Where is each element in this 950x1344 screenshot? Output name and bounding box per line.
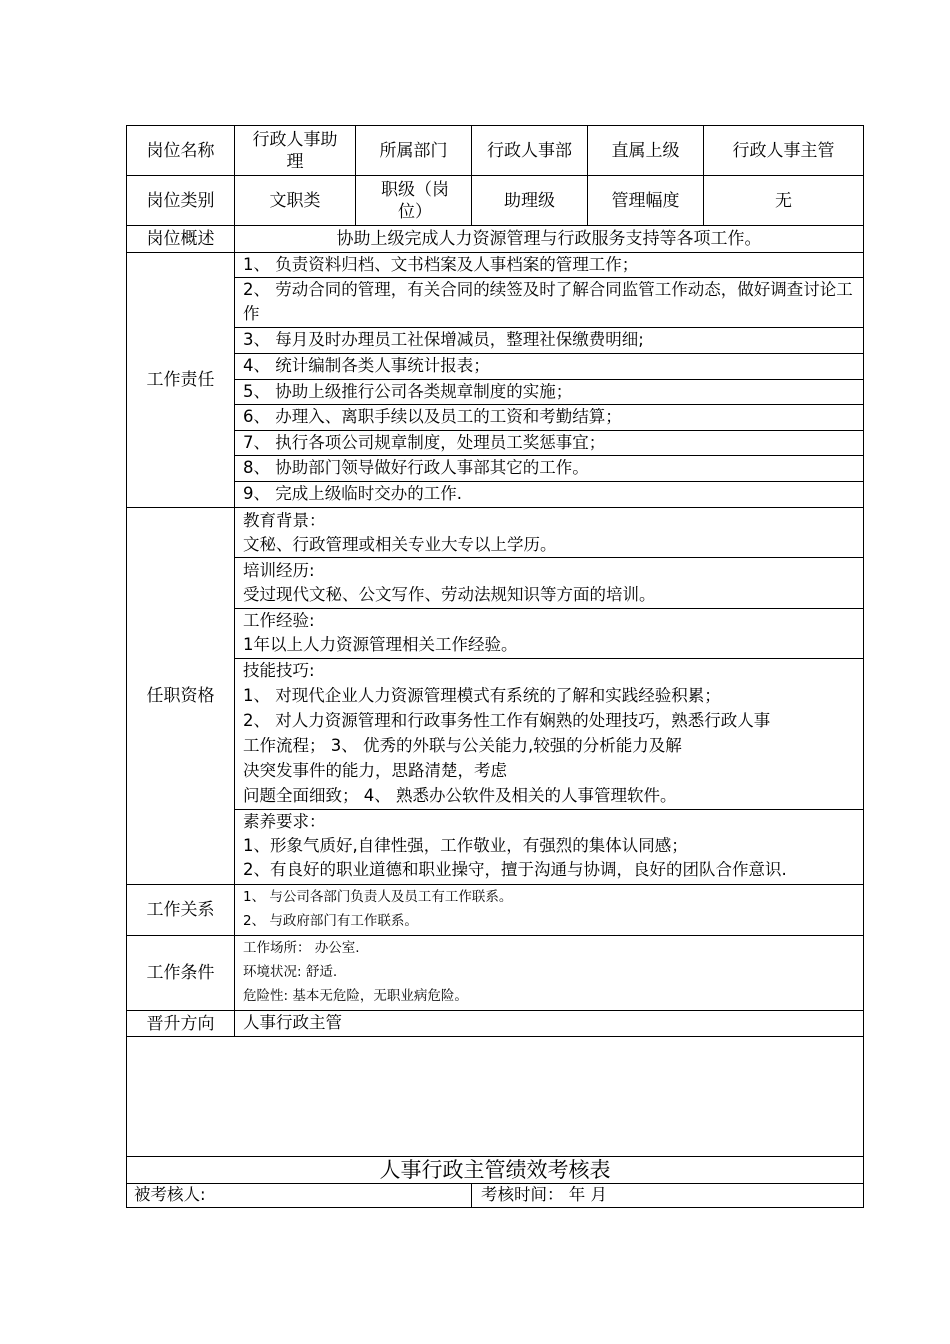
relation-line: 1、 与公司各部门负责人及员工有工作联系。 [243, 889, 513, 905]
appraisal-title: 人事行政主管绩效考核表 [379, 1158, 611, 1182]
duty-item: 9、 完成上级临时交办的工作. [243, 484, 462, 503]
skills-line: 工作流程； 3、 优秀的外联与公关能力,较强的分析能力及解 [243, 736, 682, 755]
table-rule [234, 125, 235, 1036]
table-rule [235, 809, 864, 810]
table-rule [126, 935, 864, 936]
duty-item: 5、 协助上级推行公司各类规章制度的实施； [243, 382, 573, 401]
overview-label: 岗位概述 [146, 229, 215, 249]
skills-line: 问题全面细致； 4、 熟悉办公软件及相关的人事管理软件。 [243, 786, 677, 805]
table-rule [235, 557, 864, 558]
experience-title: 工作经验: [243, 611, 315, 630]
table-rule [126, 1010, 864, 1011]
skills-line: 决突发事件的能力，思路清楚，考虑 [243, 761, 507, 780]
category-value: 文职类 [269, 190, 321, 211]
duties-label: 工作责任 [146, 370, 215, 390]
duty-item: 3、 每月及时办理员工社保增减员，整理社保缴费明细; [243, 330, 644, 349]
training-title: 培训经历: [243, 561, 315, 580]
duty-item: 7、 执行各项公司规章制度，处理员工奖惩事宜； [243, 433, 606, 452]
promotion-label: 晋升方向 [146, 1013, 215, 1034]
duty-item: 1、 负责资料归档、文书档案及人事档案的管理工作； [243, 255, 639, 274]
dept-label: 所属部门 [379, 140, 448, 161]
duty-item: 4、 统计编制各类人事统计报表； [243, 356, 490, 375]
table-rule [126, 884, 864, 885]
duty-item: 8、 协助部门领导做好行政人事部其它的工作。 [243, 458, 589, 477]
quality-title: 素养要求： [243, 812, 326, 831]
training-text: 受过现代文秘、公文写作、劳动法规知识等方面的培训。 [243, 585, 656, 604]
table-rule [235, 608, 864, 609]
quality-line: 1、形象气质好,自律性强，工作敬业，有强烈的集体认同感； [243, 836, 688, 855]
table-rule [126, 1036, 864, 1037]
span-label: 管理幅度 [611, 190, 680, 211]
category-label: 岗位类别 [146, 190, 215, 211]
relation-line: 2、 与政府部门有工作联系。 [243, 913, 418, 929]
overview-text: 协助上级完成人力资源管理与行政服务支持等各项工作。 [336, 229, 762, 249]
condition-line: 工作场所： 办公室. [243, 940, 360, 956]
dept-value: 行政人事部 [487, 140, 572, 161]
superior-value: 行政人事主管 [732, 140, 835, 161]
table-rule [126, 507, 864, 508]
skills-title: 技能技巧: [243, 661, 315, 680]
span-value: 无 [775, 190, 792, 211]
education-text: 文秘、行政管理或相关专业大专以上学历。 [243, 535, 557, 554]
quality-line: 2、有良好的职业道德和职业操守，擅于沟通与协调，良好的团队合作意识. [243, 860, 787, 879]
job-name-value: 行政人事助理 [252, 129, 338, 172]
assessee-label: 被考核人: [134, 1185, 206, 1204]
table-rule [126, 1207, 864, 1208]
promotion-value: 人事行政主管 [243, 1013, 342, 1032]
experience-text: 1年以上人力资源管理相关工作经验。 [243, 635, 518, 654]
skills-line: 2、 对人力资源管理和行政事务性工作有娴熟的处理技巧，熟悉行政人事 [243, 711, 771, 730]
table-rule [471, 1183, 472, 1207]
relations-label: 工作关系 [146, 900, 215, 920]
duty-item: 6、 办理入、离职手续以及员工的工资和考勤结算； [243, 407, 622, 426]
table-rule [235, 658, 864, 659]
condition-line: 环境状况: 舒适. [243, 964, 338, 980]
education-title: 教育背景： [243, 511, 326, 530]
skills-line: 1、 对现代企业人力资源管理模式有系统的了解和实践经验积累； [243, 686, 721, 705]
duty-item: 2、 劳动合同的管理，有关合同的续签及时了解合同监管工作动态，做好调查讨论工作 [243, 280, 853, 323]
superior-label: 直属上级 [611, 140, 680, 161]
job-name-label: 岗位名称 [146, 140, 215, 161]
level-value: 助理级 [504, 190, 555, 211]
level-label: 职级（岗位） [381, 179, 449, 222]
table-rule [863, 125, 864, 1208]
condition-line: 危险性: 基本无危险，无职业病危险。 [243, 988, 468, 1004]
assessment-time-label: 考核时间： 年 月 [481, 1185, 607, 1204]
qualifications-label: 任职资格 [146, 686, 215, 706]
conditions-label: 工作条件 [146, 963, 215, 983]
